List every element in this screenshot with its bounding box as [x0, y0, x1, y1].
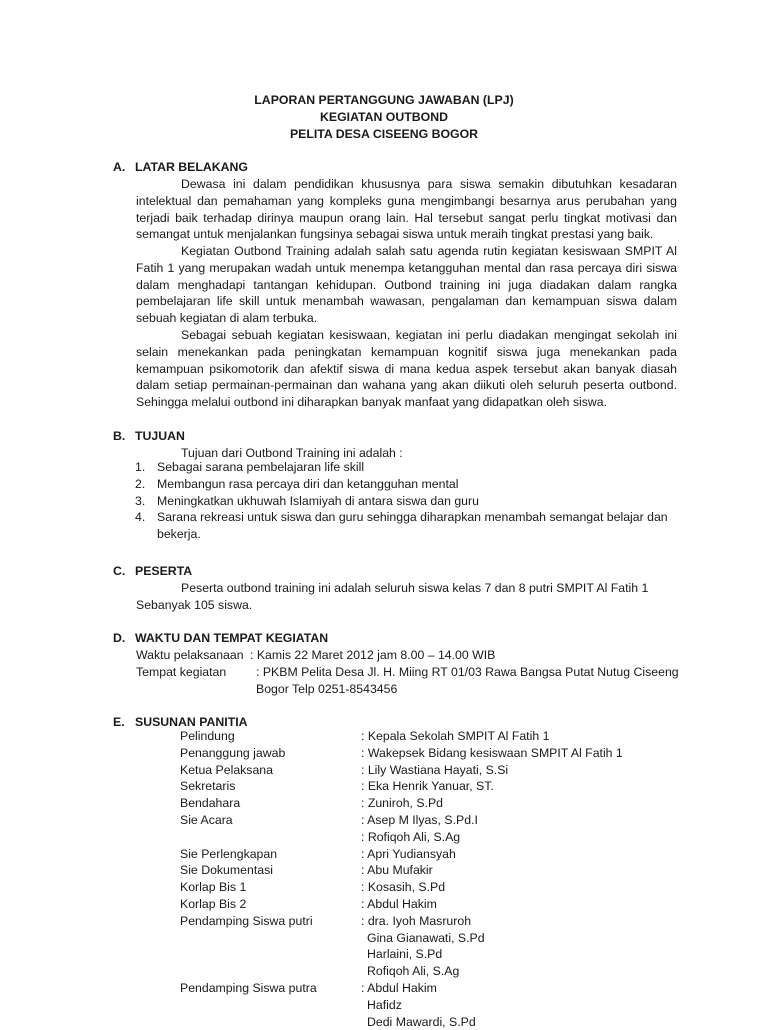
document-title-line1: LAPORAN PERTANGGUNG JAWABAN (LPJ) [254, 93, 514, 107]
table-row [180, 896, 623, 913]
committee-name: : Zuniroh, S.Pd [361, 796, 444, 811]
section-d-heading [113, 630, 328, 647]
section-a-title: LATAR BELAKANG [135, 160, 248, 174]
list-item: 4. Sarana rekreasi untuk siswa dan guru sehingga diharapkan menambah semangat belajar dan bekerja. [135, 510, 668, 542]
section-b-title: TUJUAN [135, 429, 185, 443]
table-row [180, 812, 623, 846]
goals-list [113, 459, 677, 543]
committee-name: : Wakepsek Bidang kesiswaan SMPIT Al Fatih 1 [361, 745, 623, 760]
section-b-letter: B. [113, 429, 126, 443]
committee-role: Sekretaris [180, 779, 236, 794]
section-c-title: PESERTA [135, 564, 193, 578]
committee-table [180, 728, 623, 1030]
committee-name: : Lily Wastiana Hayati, S.Si [361, 762, 509, 777]
table-row [180, 980, 623, 1030]
table-row [180, 846, 623, 863]
committee-name: Dedi Mawardi, S.Pd [367, 1014, 476, 1029]
table-row [180, 795, 623, 812]
section-d-letter: D. [113, 631, 126, 645]
committee-name: : Abu Mufakir [361, 863, 433, 878]
committee-name: : Abdul Hakim [361, 980, 437, 995]
section-c-heading [113, 563, 192, 580]
committee-role: Pelindung [180, 729, 235, 743]
table-row [180, 778, 623, 795]
committee-name: Hafidz [367, 997, 402, 1012]
list-item: 1. Sebagai sarana pembelajaran life skill [135, 460, 365, 474]
committee-name: : Asep M Ilyas, S.Pd.I [361, 812, 478, 827]
table-row [180, 862, 623, 879]
committee-name: : dra. Iyoh Masruroh [361, 913, 472, 928]
section-b-heading [113, 428, 185, 445]
section-c-letter: C. [113, 564, 126, 578]
committee-role: Pendamping Siswa putri [180, 913, 313, 928]
committee-role: Bendahara [180, 796, 241, 811]
committee-name: : Kosasih, S.Pd [361, 880, 446, 895]
table-row [180, 728, 623, 745]
section-a-paragraph-2: Kegiatan Outbond Training adalah salah satu agenda rutin kegiatan kesiswaan SMPIT Al Fatih 1 yang merupakan wadah untuk menempa ketangguhan mental dan rasa percaya diri siswa dalam menghadapi tantangan kehidupan. Outbond training ini juga diadakan dalam rangka pembelajaran life skill untuk menambah wawasan, pengalaman dan kemampuan siswa dalam sebuah kegiatan di alam terbuka. [136, 244, 677, 326]
section-a-heading [113, 159, 248, 176]
committee-name: : Abdul Hakim [361, 896, 437, 911]
place-value-line-1: : PKBM Pelita Desa Jl. H. Miing RT 01/03 Rawa Bangsa Putat Nutug Ciseeng [256, 665, 679, 679]
section-c-line-2: Sebanyak 105 siswa. [136, 598, 253, 612]
table-row [180, 879, 623, 896]
committee-role: Korlap Bis 1 [180, 880, 247, 895]
committee-role: Sie Perlengkapan [180, 846, 278, 861]
committee-role: Korlap Bis 2 [180, 896, 247, 911]
section-a-letter: A. [113, 160, 126, 174]
committee-name: Harlaini, S.Pd [367, 947, 443, 962]
section-c-line-1: Peserta outbond training ini adalah seluruh siswa kelas 7 dan 8 putri SMPIT Al Fatih 1 [181, 581, 649, 595]
committee-name: : Kepala Sekolah SMPIT Al Fatih 1 [361, 729, 550, 743]
section-e-letter: E. [113, 715, 125, 729]
place-label: Tempat kegiatan [136, 665, 227, 679]
list-item: 2. Membangun rasa percaya diri dan ketangguhan mental [135, 476, 459, 491]
section-d-title: WAKTU DAN TEMPAT KEGIATAN [135, 631, 329, 645]
committee-name: : Rofiqoh Ali, S.Ag [361, 829, 461, 844]
committee-role: Penanggung jawab [180, 745, 286, 760]
place-value-line-2: Bogor Telp 0251-8543456 [256, 682, 398, 696]
section-a-paragraph-1: Dewasa ini dalam pendidikan khususnya para siswa semakin dibutuhkan kesadaran intelektual dan pemahaman yang kompleks guna mengimbangi besarnya arus perubahan yang terjadi baik terhadap dirinya maupun orang lain. Hal tersebut sangat perlu tingkat motivasi dan semangat untuk menjalankan fungsinya sebagai siswa untuk meraih tingkat prestasi yang baik. [136, 177, 677, 242]
section-a-paragraph-3: Sebagai sebuah kegiatan kesiswaan, kegiatan ini perlu diadakan mengingat sekolah ini selain menekankan pada peningkatan kemampuan kognitif siswa juga menekankan pada kemampuan psikomotorik dan afektif siswa di mana kedua aspek tersebut akan banyak diasah dalam setiap permainan-permainan dan wahana yang akan diikuti oleh seluruh peserta outbond. Sehingga melalui outbond ini diharapkan banyak manfaat yang didapatkan oleh siswa. [136, 328, 677, 410]
committee-role: Sie Acara [180, 812, 233, 827]
committee-role: Pendamping Siswa putra [180, 980, 317, 995]
committee-name: Gina Gianawati, S.Pd [367, 930, 485, 945]
committee-name: : Apri Yudiansyah [361, 846, 456, 861]
section-e-title: SUSUNAN PANITIA [135, 715, 248, 729]
committee-role: Ketua Pelaksana [180, 762, 273, 777]
committee-name: : Eka Henrik Yanuar, ST. [361, 779, 494, 794]
list-item: 3. Meningkatkan ukhuwah Islamiyah di antara siswa dan guru [135, 493, 479, 508]
document-title-line2: KEGIATAN OUTBOND [320, 110, 448, 124]
time-value: : Kamis 22 Maret 2012 jam 8.00 – 14.00 WIB [250, 648, 496, 662]
document-title-line3: PELITA DESA CISEENG BOGOR [289, 127, 479, 141]
committee-role: Sie Dokumentasi [180, 863, 273, 878]
time-label: Waktu pelaksanaan [136, 648, 244, 662]
section-b-intro: Tujuan dari Outbond Training ini adalah : [181, 446, 403, 460]
committee-name: Rofiqoh Ali, S.Ag [367, 964, 460, 979]
table-row [180, 745, 623, 762]
table-row [180, 913, 623, 980]
table-row [180, 762, 623, 779]
